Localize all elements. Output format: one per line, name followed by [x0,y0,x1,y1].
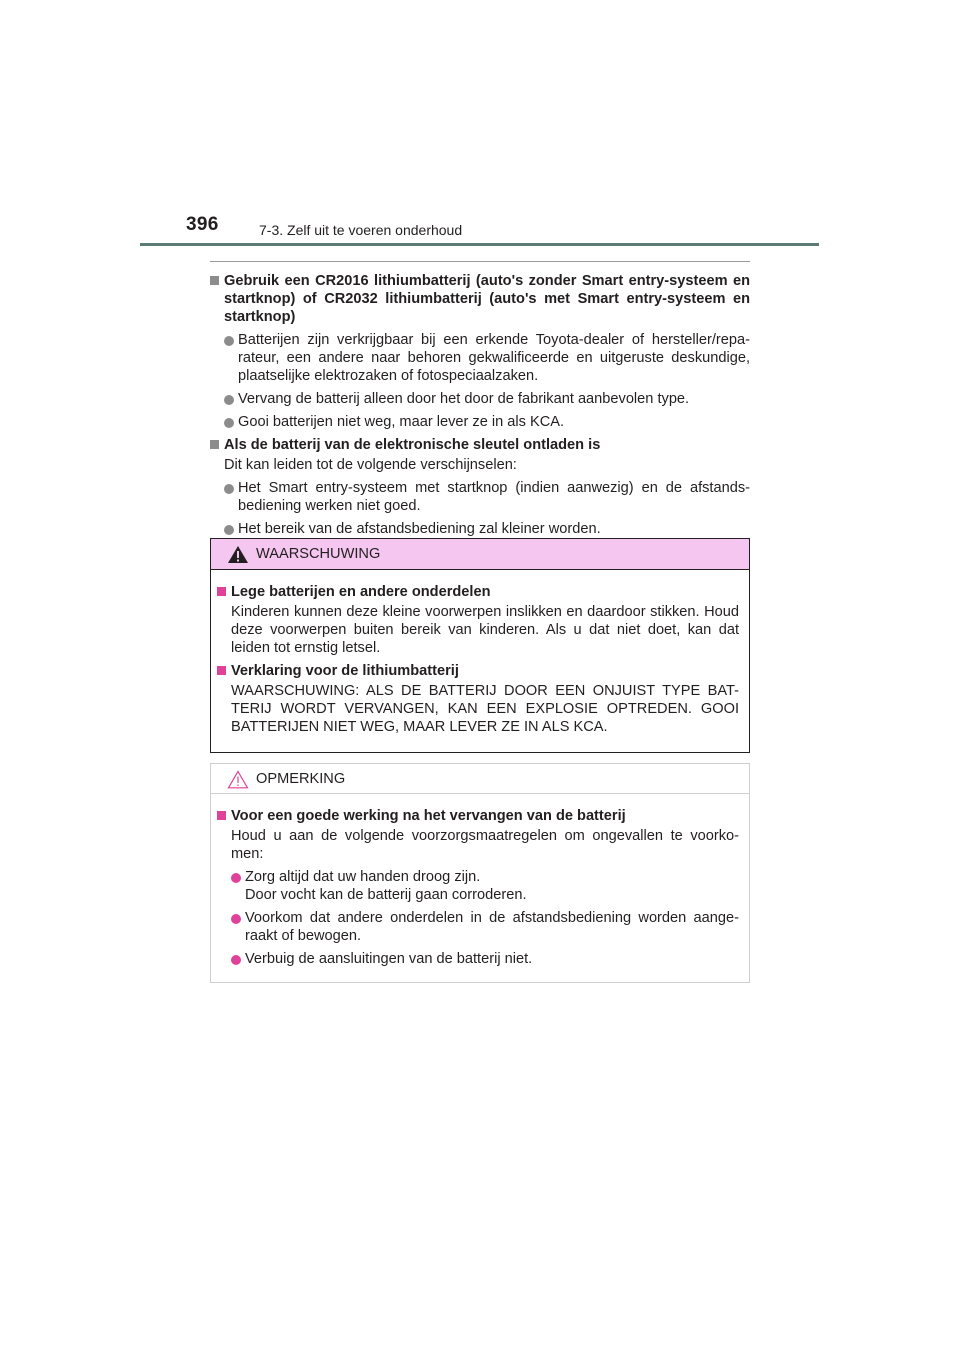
list-item: Het Smart entry-systeem met startknop (indien aanwezig) en de afstands-bediening werken niet goed. [210,479,750,515]
notice-content [211,794,749,968]
caution-triangle-icon [227,770,249,789]
round-bullet-icon [224,336,234,346]
warning-text: Kinderen kunnen deze kleine voorwerpen inslikken en daardoor stikken. Houd deze voorwerpen buiten bereik van kinderen. Als u dat niet doet, kan dat leiden tot ernstig letsel. [231,604,739,656]
list-item: Voorkom dat andere onderdelen in de afstandsbediening worden aange-raakt of bewogen. [217,909,739,945]
list-item: Batterijen zijn verkrijgbaar bij een erkende Toyota-dealer of hersteller/repa-rateur, een andere naar behoren gekwalificeerde en uitgeruste deskundige, plaatselijke elektrozaken of fotospeciaalzaken. [210,331,750,385]
page-header [186,214,816,244]
list-item: Vervang de batterij alleen door het door de fabrikant aanbevolen type. [210,390,750,408]
round-bullet-icon [231,873,241,883]
round-bullet-icon [231,955,241,965]
square-bullet-icon [217,587,226,596]
square-bullet-icon [217,666,226,675]
warning-heading: Lege batterijen en andere onderdelen [217,583,739,601]
warning-content [211,570,749,736]
warning-title: WAARSCHUWING [256,546,381,562]
round-bullet-icon [231,914,241,924]
header-divider [140,243,819,246]
section-heading-battery-type: Gebruik een CR2016 lithiumbatterij (auto's zonder Smart entry-systeem en startknop) of CR2032 lithiumbatterij (auto's met Smart entry-systeem en startknop) [210,272,750,326]
warning-heading: Verklaring voor de lithiumbatterij [217,662,739,680]
notice-title: OPMERKING [256,771,346,787]
notice-title-bar [211,764,749,794]
page-number: 396 [186,214,219,235]
list-item: Het bereik van de afstandsbediening zal kleiner worden. [210,520,750,538]
section-intro: Dit kan leiden tot de volgende verschijnselen: [224,457,517,473]
list-item: Verbuig de aansluitingen van de batterij niet. [217,950,739,968]
warning-text: WAARSCHUWING: ALS DE BATTERIJ DOOR EEN ONJUIST TYPE BAT-TERIJ WORDT VERVANGEN, KAN EEN EXPLOSIE OPTREDEN. GOOI BATTERIJEN NIET WEG, MAAR LEVER ZE IN ALS KCA. [231,683,739,735]
square-bullet-icon [210,440,219,449]
main-content [210,267,750,538]
section-divider [210,261,750,262]
warning-box [210,538,750,753]
square-bullet-icon [210,276,219,285]
round-bullet-icon [224,395,234,405]
warning-title-bar [211,539,749,570]
list-item: Gooi batterijen niet weg, maar lever ze in als KCA. [210,413,750,431]
notice-heading: Voor een goede werking na het vervangen van de batterij [217,807,739,825]
section-heading-battery-empty: Als de batterij van de elektronische sleutel ontladen is [210,436,750,454]
square-bullet-icon [217,811,226,820]
round-bullet-icon [224,418,234,428]
chapter-title: 7-3. Zelf uit te voeren onderhoud [259,222,463,238]
list-item: Zorg altijd dat uw handen droog zijn. Door vocht kan de batterij gaan corroderen. [217,868,739,904]
round-bullet-icon [224,484,234,494]
notice-intro: Houd u aan de volgende voorzorgsmaatregelen om ongevallen te voorko-men: [231,828,739,862]
warning-triangle-icon [227,545,249,564]
round-bullet-icon [224,525,234,535]
notice-box [210,763,750,983]
